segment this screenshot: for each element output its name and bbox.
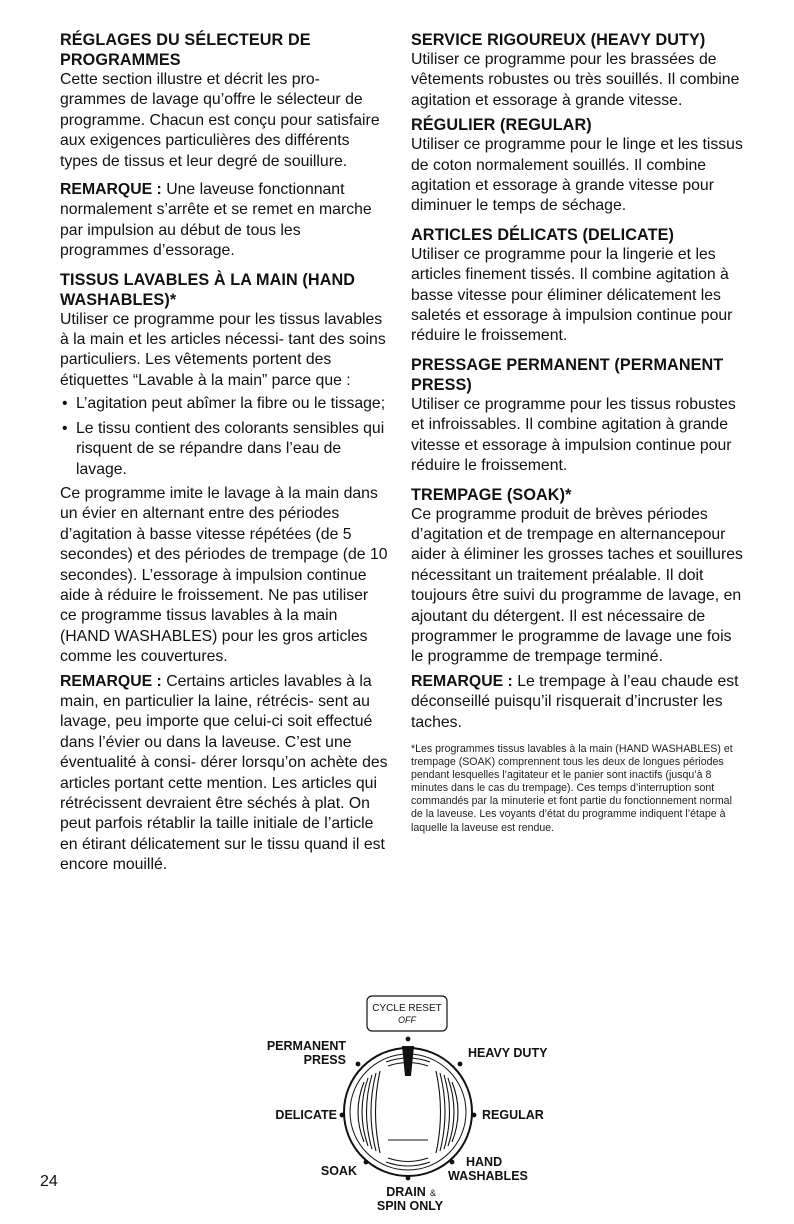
washables-label: WASHABLES <box>448 1169 528 1183</box>
left-column <box>60 30 388 876</box>
delicate-label: DELICATE <box>275 1108 337 1122</box>
note-label: REMARQUE : <box>60 672 162 690</box>
delicate-heading: ARTICLES DÉLICATS (DELICATE) <box>411 225 674 244</box>
section-title: RÉGLAGES DU SÉLECTEUR DE PROGRAMMES <box>60 31 311 69</box>
note-text: Une laveuse fonctionnant normalement s’arrête et se remet en marche par impulsion au début de tous les programmes d’essorage. <box>60 181 372 260</box>
hand-washables-paragraph: Utiliser ce programme pour les tissus lavables à la main et les articles nécessi- tant des soins particuliers. Les vêtements portent des étiquettes “Lavable à la main” parce que : <box>60 310 386 389</box>
permanent-press-heading: PRESSAGE PERMANENT (PERMANENT PRESS) <box>411 355 724 394</box>
spin-note <box>60 180 388 262</box>
cycle-selector-dial <box>240 990 580 1212</box>
permanent-label: PERMANENT <box>266 1039 346 1053</box>
intro-paragraph: Cette section illustre et décrit les pro- grammes de lavage qu’offre le sélecteur de programme. Chacun est conçu pour satisfaire aux exigences particulières des différents types de tissus et leur degré de souillure. <box>60 71 380 170</box>
regular-label: REGULAR <box>482 1108 544 1122</box>
drain-label: DRAIN <box>386 1185 426 1199</box>
page-number: 24 <box>40 1173 58 1190</box>
cycle-reset-label: CYCLE RESET <box>372 1003 442 1014</box>
list-item: • L’agitation peut abîmer la fibre ou le tissage; <box>60 394 388 414</box>
press-label: PRESS <box>303 1053 346 1067</box>
bullet-icon: • <box>62 395 68 413</box>
soak-note <box>411 672 746 733</box>
drain-amp-label: & <box>430 1188 437 1198</box>
list-item: • Le tissu contient des colorants sensibles qui risquent de se répandre dans l’eau de lavage. <box>62 419 385 478</box>
soak-label: SOAK <box>320 1164 357 1178</box>
delicate-paragraph: Utiliser ce programme pour la lingerie et les articles finement tissés. Il combine agitation à basse vitesse pour éliminer délicatement les saletés et essorage à impulsion continue pour réduire le froissement. <box>411 245 733 345</box>
shrink-note <box>60 672 388 876</box>
soak-paragraph: Ce programme produit de brèves périodes d’agitation et de trempage en alternancepour aider à éliminer les grosses taches et souillures nécessitant un traitement préalable. Il doit toujours être suivi du programme de lavage, en ajoutant du détergent. Il est nécessaire de programmer le programme de lavage une fois le programme de trempage terminé. <box>411 505 743 666</box>
heavy-duty-paragraph: Utiliser ce programme pour les brassées de vêtements robustes ou très souillés. Il combine agitation et essorage à grande vitesse. <box>411 51 740 109</box>
note-text: Le trempage à l’eau chaude est déconseillé puisqu’il risquerait d’incruster les taches. <box>411 672 739 731</box>
reasons-list <box>60 394 388 480</box>
note-text: Certains articles lavables à la main, en particulier la laine, rétrécis- sent au lavage, peu importe que celui-ci soit effectué dans l’évier ou dans la laveuse. C’est une éventualité à consi- dérer lorsqu’on achète des articles portant cette mention. Les articles qui rétrécissent devraient être séchés à plat. On peut parfois rétablir la taille initiale de l’article en étirant délicatement sur le tissu quand il est encore mouillé. <box>60 672 388 874</box>
soak-heading: TREMPAGE (SOAK)* <box>411 485 572 504</box>
hand-label: HAND <box>466 1155 503 1169</box>
right-column <box>411 30 746 835</box>
spin-only-label: SPIN ONLY <box>376 1199 444 1212</box>
bullet-icon: • <box>62 419 68 437</box>
heavy-duty-label: HEAVY DUTY <box>468 1046 548 1060</box>
note-label: REMARQUE : <box>60 181 162 199</box>
hand-washables-heading: TISSUS LAVABLES À LA MAIN (HAND WASHABLES)* <box>60 270 356 309</box>
footnote: *Les programmes tissus lavables à la main (HAND WASHABLES) et trempage (SOAK) comprennent tous les deux de longues périodes pendant lesquelles l’agitateur et le panier sont inactifs (jusqu’à 8 minutes dans le cas du trempage). Ces temps d’interruption sont commandés par la minuterie et font partie du fonctionnement normal de la laveuse. Les voyants d’état du programme indiquent l’étape à laquelle la laveuse est rendue. <box>411 742 733 834</box>
note-label: REMARQUE : <box>411 672 513 690</box>
permanent-press-paragraph: Utiliser ce programme pour les tissus robustes et infroissables. Il combine agitation à grande vitesse et essorage à impulsion continue pour réduire le froissement. <box>411 395 736 475</box>
heavy-duty-heading: SERVICE RIGOUREUX (HEAVY DUTY) <box>411 31 706 49</box>
off-label: OFF <box>398 1015 416 1025</box>
regular-heading: RÉGULIER (REGULAR) <box>411 116 592 135</box>
hand-washables-description: Ce programme imite le lavage à la main dans un évier en alternant entre des périodes d’agitation à basse vitesse répétées (de 5 secondes) et des périodes de trempage (de 10 secondes). L’essorage à impulsion continue aide à réduire le froissement. Ne pas utiliser ce programme tissus lavables à la main (HAND WASHABLES) pour les gros articles comme les couvertures. <box>60 484 388 666</box>
regular-paragraph: Utiliser ce programme pour le linge et les tissus de coton normalement souillés. Il combine agitation et essorage à grande vitesse pour diminuer le temps de séchage. <box>411 136 743 215</box>
